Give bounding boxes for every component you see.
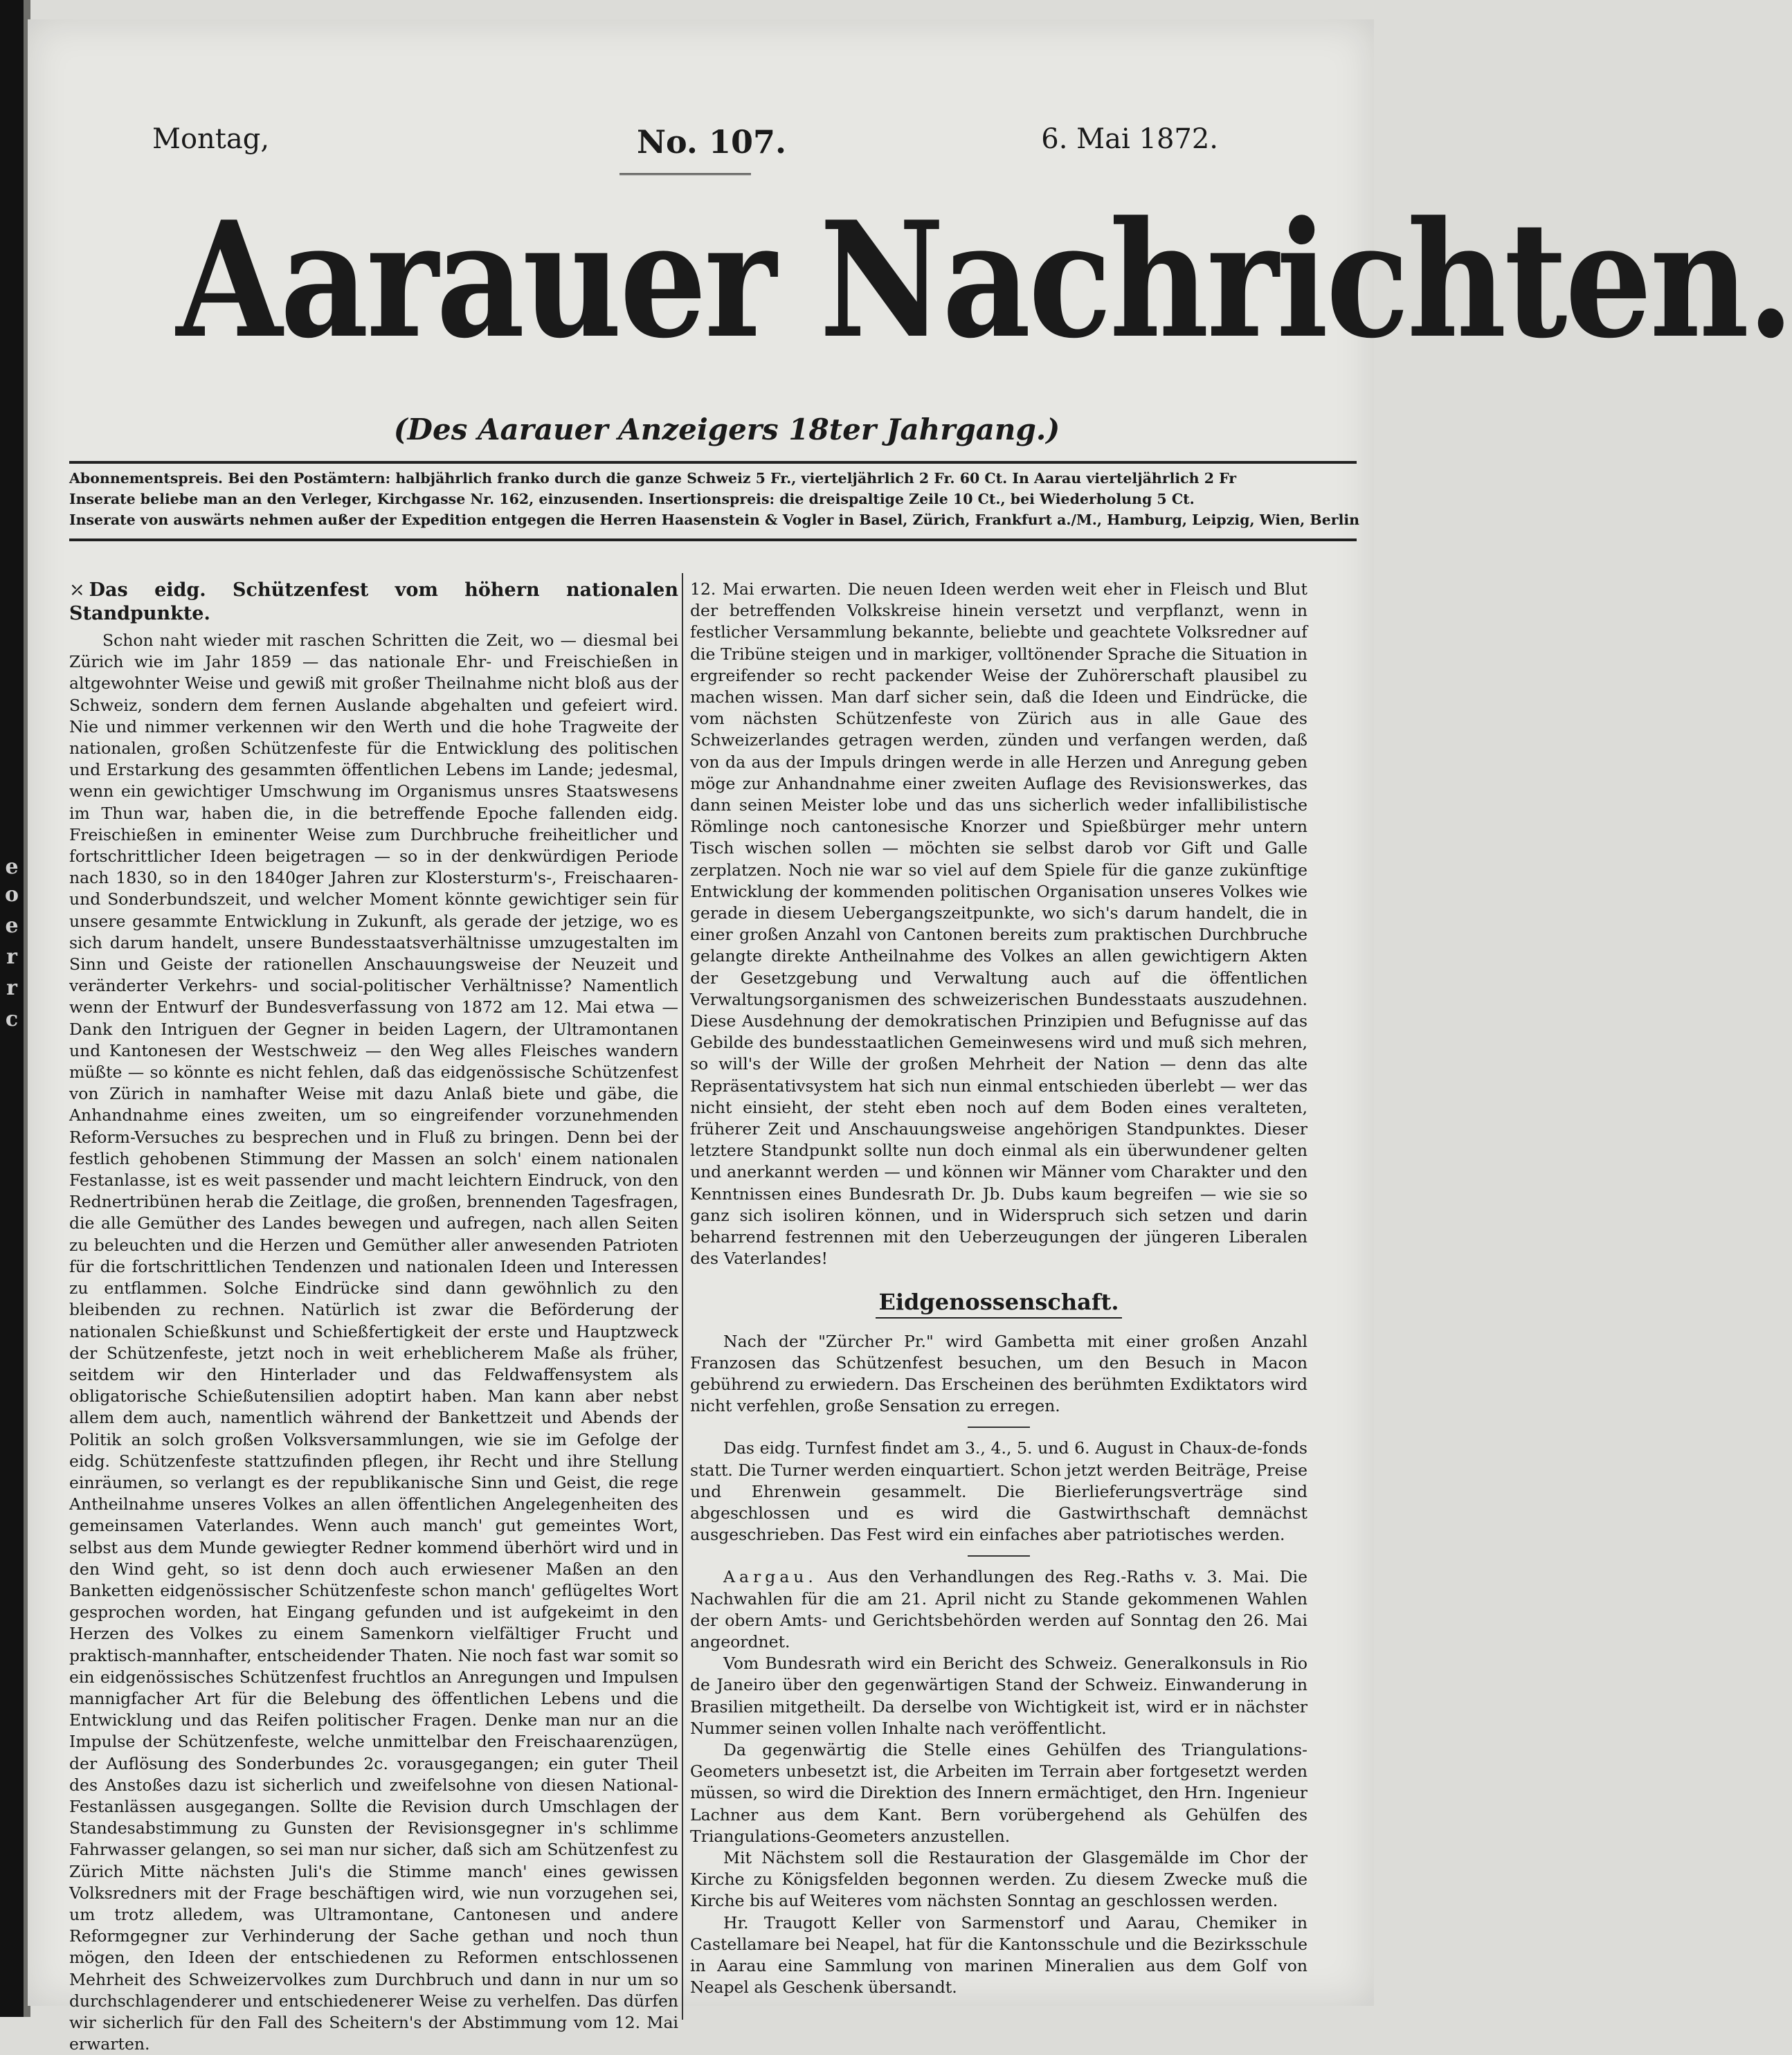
aargau-item: Mit Nächstem soll die Restauration der Glasgemälde im Chor der Kirche zu Königsfelden begonnen werden. Zu diesem Zwecke muß die Kirche bis auf Weiteres vom nächsten Sonntag an geschlossen werden. (690, 1847, 1307, 1911)
news-separator (968, 1427, 1030, 1428)
article-continuation: 12. Mai erwarten. Die neuen Ideen werden weit eher in Fleisch und Blut der betreffenden Volkskreise hinein versetzt und verpflanzt, wenn in festlicher Versammlung bekannte, beliebte und geachtete Volksredner auf die Tribüne steigen und in markiger, volltönender Sprache die Situation in ergreifender so recht packender Weise der Zuhörerschaft plausibel zu machen wissen. Man darf sicher sein, daß die Ideen und Eindrücke, die vom nächsten Schützenfeste von Zürich aus in alle Gaue des Schweizerlandes getragen werden, zünden und verfangen werden, daß von da aus der Impuls dringen werde in alle Herzen und Anregung geben möge zur Anhandnahme einer zweiten Auflage des Revisionswerkes, das dann seinen Meister lobe und das uns sicherlich weder infallibilistische Römlinge noch cantonesische Knorzer und Spießbürger mehr untern Tisch wischen sollen — möchten sie selbst darob vor Gift und Galle zerplatzen. Noch nie war so viel auf dem Spiele für die ganze zukünftige Entwicklung der kommenden politischen Organisation unseres Volkes wie gerade in diesem Uebergangszeitpunkte, wo sich's darum handelt, die in einer großen Anzahl von Cantonen bereits zum praktischen Durchbruche gelangte direkte Antheilnahme des Volkes an allen gewichtigern Akten der Gesetzgebung und Verwaltung auch auf die öffentlichen Verwaltungsorganismen des schweizerischen Bundesstaats auszudehnen. Diese Ausdehnung der demokratischen Prinzipien und Befugnisse auf das Gebilde des bundesstaatlichen Gemeinwesens wird und muß sich mehren, so will's der Wille der großen Mehrheit der Nation — denn das alte Repräsentativsystem hat sich nun einmal entschieden überlebt — wer das nicht einsieht, der steht eben noch auf dem Boden eines veralteten, früherer Zeit und Anschauungsweise angehörigen Standpunktes. Dieser letztere Standpunkt sollte nun doch einmal als ein überwundener gelten und anerkannt werden — und können wir Männer vom Charakter und den Kenntnissen eines Bundesrath Dr. Jb. Dubs kaum begreifen — wie sie so ganz sich isoliren können, und in Widerspruch sich setzen und darin beharrend festrennen mit den Ueberzeugungen der jüngeren Liberalen des Vaterlandes! (690, 579, 1307, 1269)
headline-text: Das eidg. Schützenfest vom höhern nationalen Standpunkte. (69, 579, 678, 624)
news-item: Das eidg. Turnfest findet am 3., 4., 5. und 6. August in Chaux-de-fonds statt. Die Turner werden einquartiert. Schon jetzt werden Beiträge, Preise und Ehrenwein gesammelt. Die Bierlieferungsverträge sind abgeschlossen und es wird die Gastwirthschaft demnächst ausgeschrieben. Das Fest wird ein einfaches aber patriotisches werden. (690, 1438, 1307, 1545)
header-rule-top (69, 461, 1357, 464)
column-divider (682, 573, 683, 2020)
masthead-topline (152, 123, 1218, 165)
edge-fragment: e (5, 855, 19, 879)
section-title-text: Eidgenossenschaft. (876, 1287, 1121, 1319)
article-body: Schon naht wieder mit raschen Schritten die Zeit, wo — diesmal bei Zürich wie im Jahr 1859 — das nationale Ehr- und Freischießen in altgewohnter Weise und gewiß mit großer Theilnahme nicht bloß aus der Schweiz, sondern dem fernen Auslande abgehalten und gefeiert wird. Nie und nimmer verkennen wir den Werth und die hohe Tragweite der nationalen, großen Schützenfeste für die Entwicklung des politischen und Erstarkung des gesammten öffentlichen Lebens im Lande; jedesmal, wenn ein gewichtiger Umschwung im Organismus unsres Staatswesens im Thun war, haben die, in die betreffende Epoche fallenden eidg. Freischießen in eminenter Weise zum Durchbruche freiheitlicher und fortschrittlicher Ideen beigetragen — so in der denkwürdigen Periode nach 1830, so in den 1840ger Jahren zur Klostersturm's-, Freischaaren- und Sonderbundszeit, und welcher Moment könnte gewichtiger sein für unsere gesammte Entwicklung in Zukunft, als gerade der jetzige, wo es sich darum handelt, unsere Bundesstaatsverhältnisse umzugestalten im Sinn und Geiste der rationellen Anschauungsweise der Neuzeit und veränderter Verkehrs- und social-politischer Verhältnisse? Namentlich wenn der Entwurf der Bundesverfassung von 1872 am 12. Mai etwa — Dank den Intriguen der Gegner in beiden Lagern, der Ultramontanen und Kantonesen der Westschweiz — den Weg alles Fleisches wandern müßte — so könnte es nicht fehlen, daß das eidgenössische Schützenfest von Zürich in namhafter Weise mit dazu Anlaß biete und gäbe, die Anhandnahme eines zweiten, um so eingreifender vorzunehmenden Reform-Versuches zu besprechen und in Fluß zu bringen. Denn bei der festlich gehobenen Stimmung der Massen an solch' einem nationalen Festanlasse, ist es weit passender und macht leichtern Eindruck, von den Rednertribünen herab die Zeitlage, die großen, brennenden Tagesfragen, die alle Gemüther des Landes bewegen und aufregen, nach allen Seiten zu beleuchten und die Herzen und Gemüther aller anwesenden Patrioten für die fortschrittlichen Tendenzen und nationalen Ideen und Interessen zu entflammen. Solche Eindrücke sind dann gewöhnlich zu den bleibenden zu rechnen. Natürlich ist zwar die Beförderung der nationalen Schießkunst und Schießfertigkeit der erste und Hauptzweck der Schützenfeste, jetzt noch in weit erheblicherem Maße als früher, seitdem wir den Hinterlader und das Feldwaffensystem als obligatorische Schießutensilien adoptirt haben. Man kann aber nebst allem dem auch, namentlich während der Bankettzeit und Abends der Politik an solch großen Volksversammlungen, wie sie im Gefolge der eidg. Schützenfeste stattzufinden pflegen, ihr Recht und ihre Stellung einräumen, so verlangt es der republikanische Sinn und Geist, die rege Antheilnahme unseres Volkes an allen öffentlichen Angelegenheiten des gemeinsamen Vaterlandes. Wenn auch manch' gut gemeintes Wort, selbst aus dem Munde gewiegter Redner kommend überhört wird und in den Wind geht, so ist denn doch auch erwiesener Maßen an den Banketten eidgenössischer Schützenfeste schon manch' geflügeltes Wort gesprochen worden, hat Eingang gefunden und ist aufgekeimt in den Herzen des Volkes zu einem Samenkorn vielfältiger Frucht und praktisch-mannhafter, entscheidender Thaten. Nie noch fast war somit so ein eidgenössisches Schützenfest fruchtlos an Anregungen und Impulsen mannigfacher Art für die Belebung des öffentlichen Lebens und die Entwicklung und das Reifen politischer Fragen. Denke man nur an die Impulse der Schützenfeste, welche unmittelbar den Freischaarenzügen, der Auflösung des Sonderbundes 2c. vorausgegangen; ein guter Theil des Anstoßes dazu ist sicherlich und zweifelsohne von diesen National-Festanlässen ausgegangen. Sollte die Revision durch Umschlagen der Standesabstimmung zu Gunsten der Revisionsgegner in's schlimme Fahrwasser gelangen, so sei man nur sicher, daß sich am Schützenfest zu Zürich Mitte nächsten Juli's die Stimme manch' eines gewissen Volksredners mit der Frage beschäftigen wird, wie nun vorzugehen sei, um trotz alledem, was Ultramontane, Cantonesen und andere Reformgegner zur Verhinderung der Sache gethan und noch thun mögen, den Ideen der entschiedenen zu Reformen entschlossenen Mehrheit des Schweizervolkes zum Durchbruch und dann in nur um so durchschlagenderer und entschiedenerer Weise zu verhelfen. Das dürfen wir sicherlich für den Fall des Scheitern's der Abstimmung vom 12. Mai erwarten. (69, 631, 678, 2054)
newspaper-page (28, 19, 1792, 2054)
aargau-item: Hr. Traugott Keller von Sarmenstorf und Aarau, Chemiker in Castellamare bei Neapel, hat für die Kantonsschule und die Bezirksschule in Aarau eine Sammlung von marinen Mineralien aus dem Golf von Neapel als Geschenk übersandt. (690, 1912, 1307, 1998)
agencies-info: Inserate von auswärts nehmen außer der Expedition entgegen die Herren Haasenstein & Vogler in Basel, Zürich, Frankfurt a./M., Hamburg, Leipzig, Wien, Berlin (69, 512, 1360, 528)
edge-fragment: e (5, 914, 19, 938)
aargau-text: Aus den Verhandlungen des Reg.-Raths v. 3. Mai. Die Nachwahlen für die am 21. April nicht zu Stande gekommenen Wahlen der obern Amts- und Gerichtsbehörden werden auf Sonntag den 26. Mai angeordnet. (690, 1567, 1307, 1651)
edge-fragment: c (5, 1007, 19, 1031)
advertising-info: Inserate beliebe man an den Verleger, Kirchgasse Nr. 162, einzusenden. Insertionspreis: die dreispaltige Zeile 10 Ct., bei Wiederholung 5 Ct. (69, 491, 1195, 507)
newspaper-title: Aarauer Nachrichten. (176, 187, 1792, 374)
aargau-item (690, 1566, 1307, 1653)
aargau-item: Vom Bundesrath wird ein Bericht des Schweiz. Generalkonsuls in Rio de Janeiro über den gegenwärtigen Stand der Schweiz. Einwanderung in Brasilien mitgetheilt. Da derselbe von Wichtigkeit ist, wird er in nächster Nummer seinen vollen Inhalte nach veröffentlicht. (690, 1654, 1307, 1738)
news-item: Nach der "Zürcher Pr." wird Gambetta mit einer großen Anzahl Franzosen das Schützenfest besuchen, um den Besuch in Macon gebührend zu erwiedern. Das Erscheinen des berühmten Exdiktators wird nicht verfehlen, große Sensation zu erregen. (690, 1331, 1307, 1416)
left-column (69, 579, 678, 2054)
issue-day: Montag, (152, 123, 270, 155)
edge-fragment: r (6, 976, 17, 1000)
subscription-info: Abonnementspreis. Bei den Postämtern: halbjährlich franko durch die ganze Schweiz 5 Fr., vierteljährlich 2 Fr. 60 Ct. In Aarau vierteljährlich 2 Fr (69, 470, 1237, 487)
edge-fragment: r (6, 945, 17, 969)
edge-fragment: o (4, 882, 19, 907)
aargau-item: Da gegenwärtig die Stelle eines Gehülfen des Triangulations-Geometers unbesetzt ist, die Arbeiten im Terrain aber fortgesetzt werden müssen, so wird die Direktion des Innern ermächtiget, den Hrn. Ingenieur Lachner aus dem Kant. Bern vorübergehend als Gehülfen des Triangulations-Geometers anzustellen. (690, 1739, 1307, 1846)
aargau-lead: Aargau. (723, 1567, 817, 1587)
issue-date: 6. Mai 1872. (1041, 123, 1218, 155)
news-separator (968, 1555, 1030, 1557)
header-rule-bottom (69, 538, 1357, 541)
right-column (690, 579, 1307, 2018)
section-title-eidgenossenschaft (690, 1287, 1307, 1319)
article-headline (69, 579, 678, 626)
issue-number: No. 107. (637, 123, 786, 161)
number-underline (619, 173, 751, 175)
cross-marker-icon: ⤫ (69, 579, 85, 601)
newspaper-subtitle: (Des Aarauer Anzeigers 18ter Jahrgang.) (393, 413, 1060, 446)
